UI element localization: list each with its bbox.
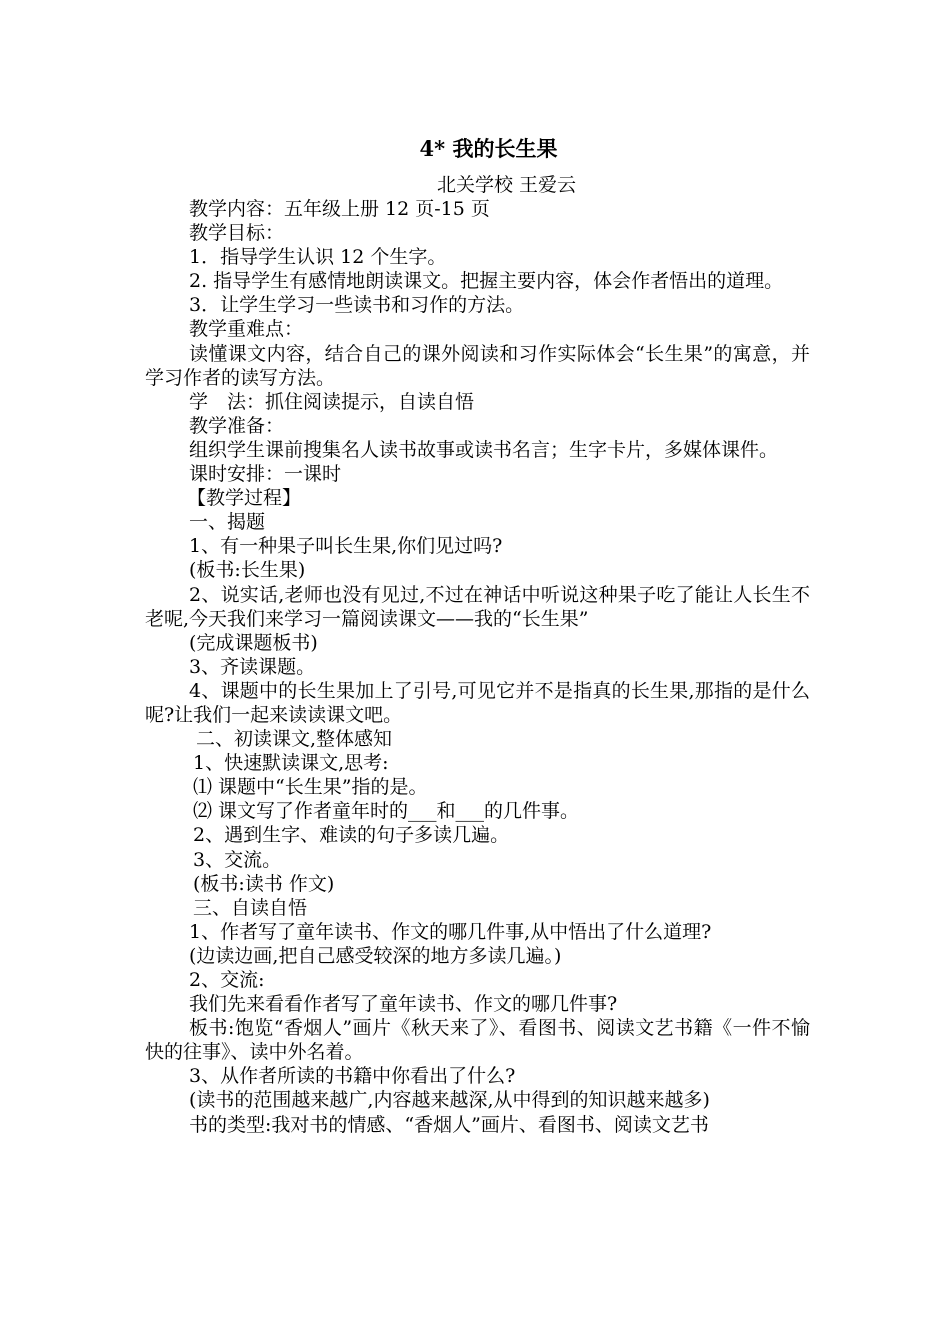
paragraph: 教学内容：五年级上册 12 页-15 页 xyxy=(189,198,490,220)
section-heading: 三、自读自悟 xyxy=(193,896,308,919)
paragraph: (板书:长生果) xyxy=(189,559,306,582)
paragraph: 组织学生课前搜集名人读书故事或读书名言；生字卡片，多媒体课件。 xyxy=(189,438,779,461)
paragraph: 读懂课文内容，结合自己的课外阅读和习作实际体会“长生果”的寓意，并学习作者的读写方法。 xyxy=(145,342,810,389)
document-page xyxy=(145,133,810,1137)
section-heading: 一、揭题 xyxy=(189,511,266,534)
paragraph: 2、说实话,老师也没有见过,不过在神话中听说这种果子吃了能让人长生不老呢,今天我们来学习一篇阅读课文——我的“长生果” xyxy=(145,583,810,630)
paragraph: (板书:读书 作文) xyxy=(193,872,335,895)
document-author: 北关学校 王爱云 xyxy=(436,174,577,196)
section-heading: 二、初读课文,整体感知 xyxy=(196,728,393,751)
paragraph: (完成课题板书) xyxy=(189,631,318,654)
document-title: 4* 我的长生果 xyxy=(419,136,558,161)
section-heading: 【教学过程】 xyxy=(187,487,302,510)
paragraph: 3．让学生学习一些读书和习作的方法。 xyxy=(189,294,525,317)
paragraph: 1．指导学生认识 12 个生字。 xyxy=(189,246,447,269)
paragraph: 1、快速默读课文,思考: xyxy=(193,752,389,775)
paragraph: ⑴ 课题中“长生果”指的是。 xyxy=(193,776,428,799)
paragraph: ⑵ 课文写了作者童年时的___和___的几件事。 xyxy=(193,800,580,823)
paragraph: 2、交流: xyxy=(189,969,265,991)
paragraph: 4、课题中的长生果加上了引号,可见它并不是指真的长生果,那指的是什么呢?让我们一起来读读课文吧。 xyxy=(145,679,810,726)
paragraph: 课时安排：一课时 xyxy=(189,463,342,486)
paragraph: 2、遇到生字、难读的句子多读几遍。 xyxy=(193,824,510,847)
paragraph: 教学准备： xyxy=(189,414,285,437)
paragraph: 1、作者写了童年读书、作文的哪几件事,从中悟出了什么道理? xyxy=(189,920,712,943)
paragraph: 3、齐读课题。 xyxy=(189,655,316,678)
paragraph: 教学目标： xyxy=(189,222,285,245)
paragraph: (边读边画,把自己感受较深的地方多读几遍。) xyxy=(189,944,562,967)
paragraph: 3、交流。 xyxy=(193,848,282,871)
paragraph: 板书:饱览“香烟人”画片《秋天来了》、看图书、阅读文艺书籍《一件不愉快的往事》、读中外名着。 xyxy=(145,1017,810,1064)
paragraph: 教学重难点： xyxy=(189,318,304,341)
paragraph: 我们先来看看作者写了童年读书、作文的哪几件事? xyxy=(189,993,618,1016)
paragraph: 1、有一种果子叫长生果,你们见过吗? xyxy=(189,535,503,558)
paragraph: 学 法：抓住阅读提示，自读自悟 xyxy=(189,390,475,413)
paragraph: (读书的范围越来越广,内容越来越深,从中得到的知识越来越多) xyxy=(189,1089,710,1112)
paragraph: 2. 指导学生有感情地朗读课文。把握主要内容，体会作者悟出的道理。 xyxy=(189,270,784,293)
paragraph: 书的类型:我对书的情感、“香烟人”画片、看图书、阅读文艺书 xyxy=(189,1113,709,1136)
paragraph: 3、从作者所读的书籍中你看出了什么? xyxy=(189,1065,516,1088)
